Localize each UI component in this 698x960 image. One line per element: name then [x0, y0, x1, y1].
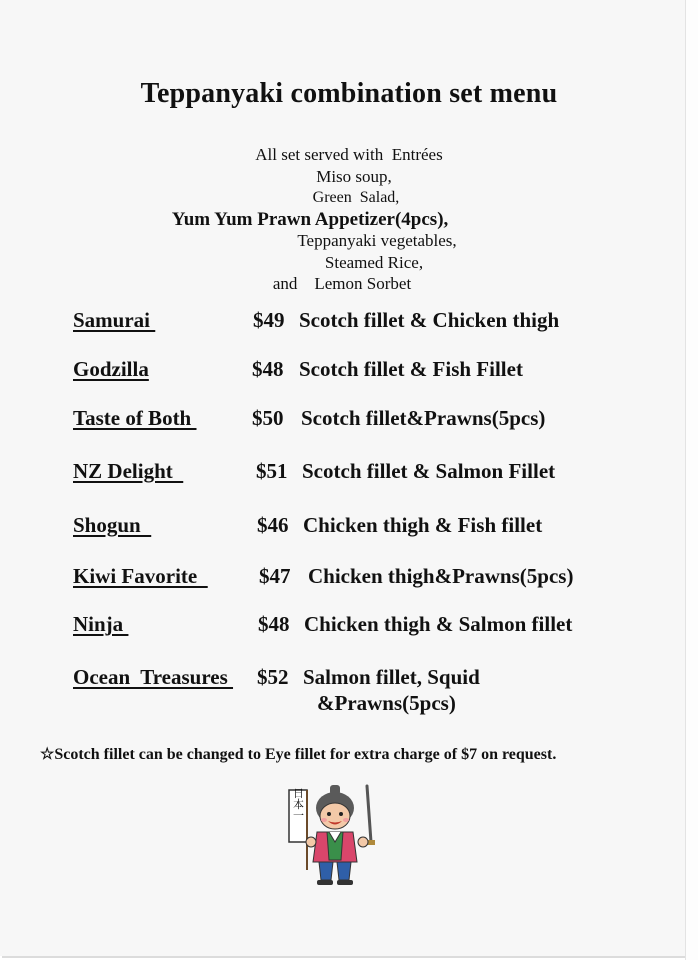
menu-item-price: $50 — [252, 406, 284, 430]
menu-item-name: Ocean Treasures — [73, 665, 234, 689]
menu-item-name: Kiwi Favorite — [73, 564, 208, 588]
menu-item-price: $47 — [259, 564, 291, 588]
intro-block — [0, 144, 698, 295]
menu-item-price: $48 — [252, 357, 284, 381]
menu-item-desc: Chicken thigh&Prawns(5pcs) — [308, 564, 574, 588]
intro-line: Steamed Rice, — [324, 252, 424, 272]
menu-item-name: NZ Delight — [73, 459, 184, 483]
menu-item-name: Ninja — [73, 612, 129, 636]
banner-text: 日本一 — [291, 787, 305, 821]
menu-item-desc: Scotch fillet & Fish Fillet — [299, 357, 523, 381]
intro-line: and Lemon Sorbet — [272, 274, 412, 293]
menu-item-desc: Scotch fillet&Prawns(5pcs) — [301, 406, 546, 430]
samurai-mascot-icon — [283, 780, 383, 890]
footnote: ☆Scotch fillet can be changed to Eye fillet for extra charge of $7 on request. — [40, 746, 557, 763]
menu-item-price: $49 — [253, 308, 285, 332]
menu-item-desc-line2: &Prawns(5pcs) — [317, 691, 456, 715]
intro-line: All set served with Entrées — [255, 145, 443, 164]
menu-item-desc: Chicken thigh & Fish fillet — [303, 513, 543, 537]
menu-item-desc: Scotch fillet & Chicken thigh — [299, 308, 560, 332]
page-title: Teppanyaki combination set menu — [140, 78, 558, 109]
intro-line: Miso soup, — [316, 166, 392, 186]
menu-item-desc: Chicken thigh & Salmon fillet — [304, 612, 573, 636]
menu-item-price: $48 — [258, 612, 290, 636]
menu-item-name: Samurai — [73, 308, 156, 332]
intro-line: Teppanyaki vegetables, — [297, 231, 457, 250]
intro-line-highlight: Yum Yum Prawn Appetizer(4pcs), — [171, 208, 449, 230]
menu-item-price: $52 — [257, 665, 289, 689]
menu-item-price: $51 — [256, 459, 288, 483]
menu-item-desc: Scotch fillet & Salmon Fillet — [302, 459, 556, 483]
intro-line: Green Salad, — [312, 189, 400, 206]
menu-item-name: Godzilla — [73, 357, 149, 381]
menu-item-name: Shogun — [73, 513, 152, 537]
menu-item-price: $46 — [257, 513, 289, 537]
menu-item-name: Taste of Both — [73, 406, 197, 430]
menu-item-desc: Salmon fillet, Squid — [303, 665, 480, 689]
